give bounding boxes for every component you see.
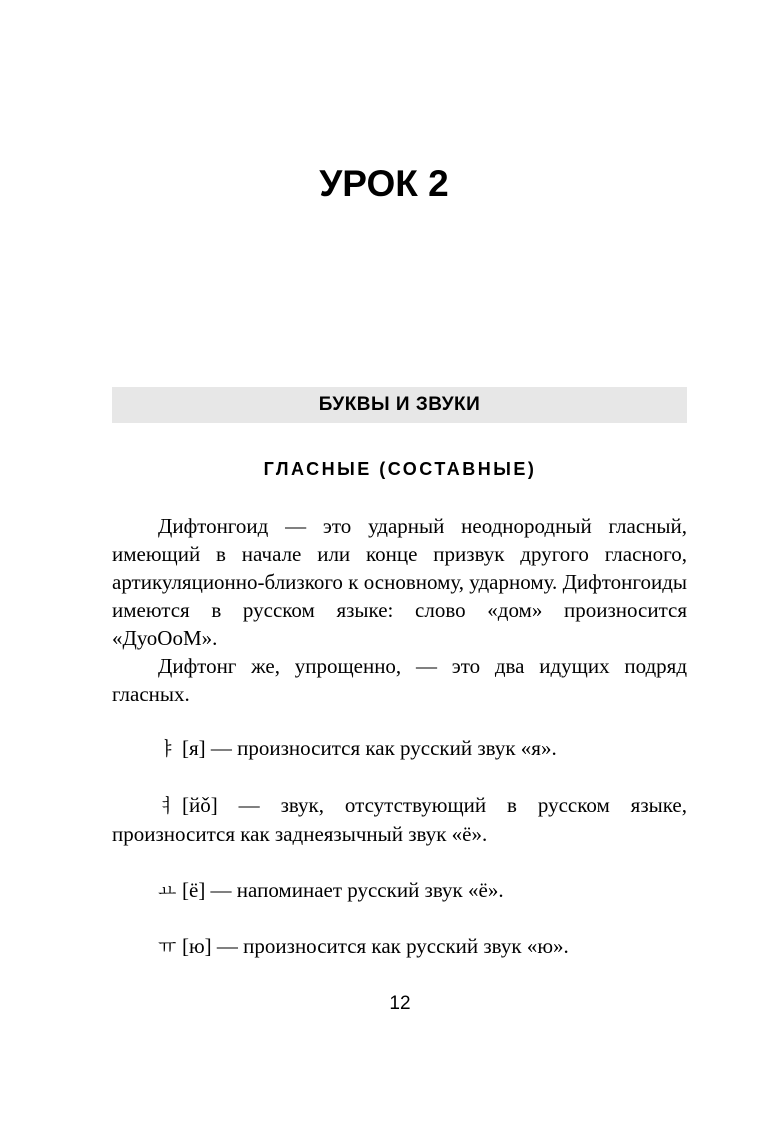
hangul-letter-yeo: ㅕ bbox=[158, 795, 177, 817]
vowel-description: [йǒ] — звук, отсутствующий в русском языке, произносится как заднеязычный звук «ё». bbox=[112, 793, 687, 846]
vowel-item-ya bbox=[112, 734, 687, 763]
section-banner bbox=[112, 387, 687, 423]
section-title: БУКВЫ И ЗВУКИ bbox=[318, 394, 481, 415]
vowel-description: [ю] — произносится как русский звук «ю». bbox=[182, 934, 569, 958]
vowel-description: [ё] — напоминает русский звук «ё». bbox=[182, 878, 504, 902]
vowel-item-yo bbox=[112, 791, 687, 848]
hangul-letter-yo: ㅛ bbox=[158, 880, 177, 902]
vowel-description: [я] — произносится как русский звук «я». bbox=[182, 736, 557, 760]
vowel-item-yo2 bbox=[112, 876, 687, 905]
hangul-letter-yu: ㅠ bbox=[158, 936, 177, 958]
intro-text bbox=[112, 512, 687, 708]
subsection-title: ГЛАСНЫЕ (СОСТАВНЫЕ) bbox=[263, 459, 537, 479]
lesson-title: УРОК 2 bbox=[319, 163, 449, 204]
paragraph-diphthongoid: Дифтонгоид — это ударный неоднородный гласный, имеющий в начале или конце призвук другого гласного, артикуляционно-близкого к основному, ударному. Дифтонгоиды имеются в русском языке: слово «дом» произносится «ДуоОоМ». bbox=[112, 514, 687, 650]
vowel-item-yu bbox=[112, 932, 687, 961]
paragraph-diphthong: Дифтонг же, упрощенно, — это два идущих подряд гласных. bbox=[112, 654, 687, 706]
hangul-letter-ya: ㅑ bbox=[158, 738, 177, 760]
page-number: 12 bbox=[389, 993, 411, 1014]
